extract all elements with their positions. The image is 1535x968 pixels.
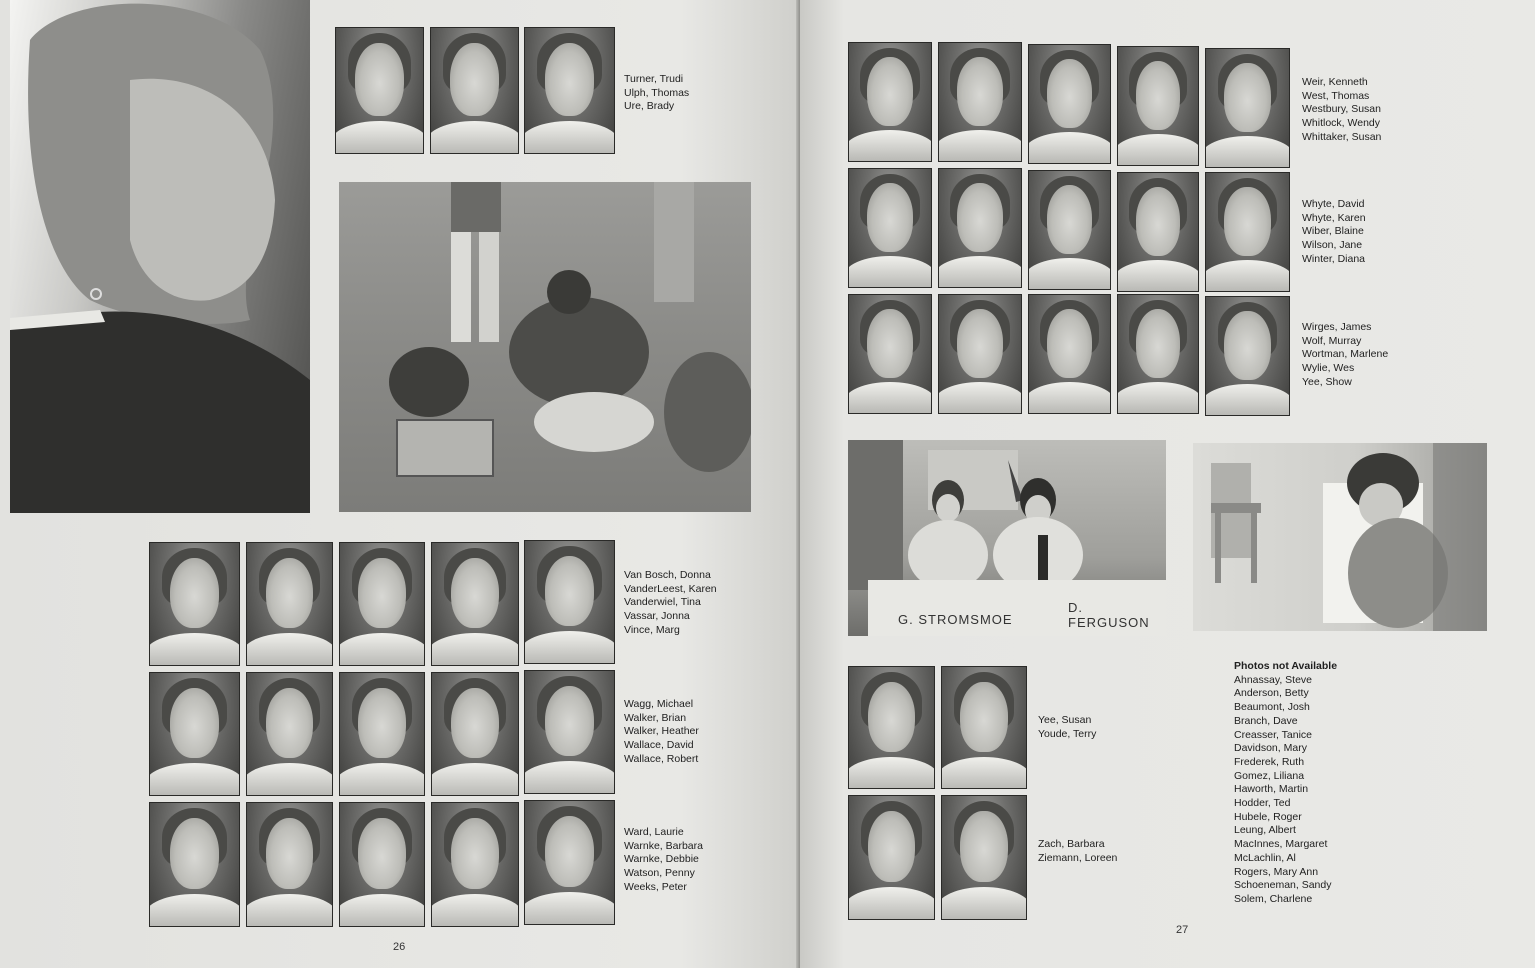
- name-label: Vanderwiel, Tina: [624, 596, 701, 609]
- name-label: Yee, Susan: [1038, 714, 1092, 726]
- page-number: 27: [1176, 924, 1189, 936]
- portrait-wylie-wes: [1117, 294, 1199, 414]
- name-label: Yee, Show: [1302, 375, 1352, 388]
- right-row3-name-list: [1302, 321, 1388, 390]
- portrait-vince-marg: [524, 540, 615, 664]
- portrait-yee-susan: [848, 666, 935, 789]
- name-label: Winter, Diana: [1302, 252, 1366, 265]
- name-label: Leung, Albert: [1234, 824, 1296, 837]
- portrait-weir-kenneth: [848, 42, 932, 162]
- row3-name-list: [624, 826, 703, 895]
- profile-photo: [10, 0, 310, 513]
- name-label: Frederek, Ruth: [1234, 755, 1305, 768]
- name-label: Wolf, Murray: [1302, 334, 1362, 347]
- portrait-warnke-barbara: [246, 802, 333, 927]
- portrait-van-bosch-donna: [149, 542, 240, 666]
- portrait-wolf-murray: [938, 294, 1022, 414]
- portrait-whyte-david: [848, 168, 932, 288]
- name-label: MacInnes, Margaret: [1234, 838, 1328, 851]
- portrait-watson-penny: [431, 802, 519, 927]
- portrait-ward-laurie: [149, 802, 240, 927]
- portrait-wallace-robert: [524, 670, 615, 794]
- portrait-vanderwiel-tina: [339, 542, 425, 666]
- name-label: Ulph, Thomas: [624, 86, 690, 99]
- name-label: Schoeneman, Sandy: [1234, 879, 1332, 892]
- name-label: Turner, Trudi: [624, 73, 684, 85]
- portrait-yee-show: [1205, 296, 1290, 416]
- page-number: 26: [393, 941, 406, 953]
- name-label: Wylie, Wes: [1302, 362, 1355, 375]
- portrait-wortman-marlene: [1028, 294, 1111, 414]
- sign-right: D. FERGUSON: [1068, 600, 1150, 630]
- portrait-walker-brian: [246, 672, 333, 796]
- teachers-table-photo: [848, 440, 1166, 636]
- sign-left: G. STROMSMOE: [898, 612, 1013, 627]
- portrait-wallace-david: [431, 672, 519, 796]
- name-label: Haworth, Martin: [1234, 783, 1309, 796]
- portrait-west-thomas: [938, 42, 1022, 162]
- name-label: Rogers, Mary Ann: [1234, 865, 1319, 878]
- student-writing-photo: [1193, 443, 1487, 631]
- name-label: Whyte, David: [1302, 198, 1365, 210]
- name-label: Hodder, Ted: [1234, 797, 1291, 810]
- name-label: Wallace, David: [624, 739, 694, 752]
- right-page: [800, 0, 1535, 968]
- portrait-turner-trudi: [335, 27, 424, 154]
- name-label: Wiber, Blaine: [1302, 225, 1364, 238]
- name-label: Wirges, James: [1302, 321, 1372, 333]
- name-label: Ahnassay, Steve: [1234, 673, 1313, 686]
- name-label: Wilson, Jane: [1302, 239, 1363, 252]
- portrait-whitlock-wendy: [1117, 46, 1199, 166]
- top-name-list: [624, 73, 689, 114]
- name-label: VanderLeest, Karen: [624, 582, 717, 595]
- portrait-wilson-jane: [1117, 172, 1199, 292]
- name-label: Wortman, Marlene: [1302, 348, 1389, 361]
- portrait-westbury-susan: [1028, 44, 1111, 164]
- name-label: Vassar, Jonna: [624, 610, 690, 623]
- name-label: Weeks, Peter: [624, 880, 687, 893]
- name-label: Whittaker, Susan: [1302, 130, 1382, 143]
- portrait-ulph-thomas: [430, 27, 519, 154]
- name-label: Ziemann, Loreen: [1038, 851, 1118, 864]
- portrait-whyte-karen: [938, 168, 1022, 288]
- name-label: Solem, Charlene: [1234, 892, 1313, 905]
- name-label: Ure, Brady: [624, 100, 675, 113]
- name-label: Creasser, Tanice: [1234, 728, 1313, 741]
- portrait-ure-brady: [524, 27, 615, 154]
- name-label: Westbury, Susan: [1302, 103, 1381, 116]
- portrait-whittaker-susan: [1205, 48, 1290, 168]
- right-row2-name-list: [1302, 198, 1366, 267]
- name-label: Whitlock, Wendy: [1302, 117, 1380, 130]
- name-label: Van Bosch, Donna: [624, 569, 711, 581]
- name-label: Vince, Marg: [624, 623, 680, 636]
- portrait-wiber-blaine: [1028, 170, 1111, 290]
- name-label: Wagg, Michael: [624, 698, 694, 710]
- name-label: Whyte, Karen: [1302, 211, 1366, 224]
- photos-not-available-list: [1234, 660, 1337, 907]
- name-label: Warnke, Barbara: [624, 839, 703, 852]
- row2-name-list: [624, 698, 699, 767]
- name-label: West, Thomas: [1302, 89, 1370, 102]
- portrait-vanderleest-karen: [246, 542, 333, 666]
- name-label: Zach, Barbara: [1038, 838, 1105, 850]
- portrait-youde-terry: [941, 666, 1027, 789]
- portrait-walker-heather: [339, 672, 425, 796]
- name-label: Weir, Kenneth: [1302, 76, 1368, 88]
- name-label: Davidson, Mary: [1234, 742, 1307, 755]
- bottom-row1-name-list: [1038, 714, 1096, 741]
- right-row1-name-list: [1302, 76, 1381, 145]
- name-label: Walker, Heather: [624, 725, 699, 738]
- photos-not-available-title: Photos not Available: [1234, 660, 1338, 672]
- portrait-weeks-peter: [524, 800, 615, 925]
- portrait-warnke-debbie: [339, 802, 425, 927]
- name-label: Watson, Penny: [624, 867, 695, 880]
- name-label: McLachlin, Al: [1234, 851, 1296, 864]
- sports-photo: [339, 182, 751, 512]
- name-label: Hubele, Roger: [1234, 810, 1302, 823]
- portrait-wagg-michael: [149, 672, 240, 796]
- name-label: Wallace, Robert: [624, 752, 699, 765]
- name-label: Beaumont, Josh: [1234, 701, 1310, 714]
- portrait-wirges-james: [848, 294, 932, 414]
- bottom-row2-name-list: [1038, 838, 1117, 865]
- name-label: Ward, Laurie: [624, 826, 684, 838]
- portrait-ziemann-loreen: [941, 795, 1027, 920]
- name-label: Warnke, Debbie: [624, 853, 699, 866]
- portrait-winter-diana: [1205, 172, 1290, 292]
- name-label: Anderson, Betty: [1234, 687, 1309, 700]
- row1-name-list: [624, 569, 717, 638]
- portrait-vassar-jonna: [431, 542, 519, 666]
- portrait-zach-barbara: [848, 795, 935, 920]
- name-label: Walker, Brian: [624, 711, 687, 724]
- name-label: Youde, Terry: [1038, 727, 1097, 740]
- name-label: Branch, Dave: [1234, 714, 1298, 727]
- name-label: Gomez, Liliana: [1234, 769, 1305, 782]
